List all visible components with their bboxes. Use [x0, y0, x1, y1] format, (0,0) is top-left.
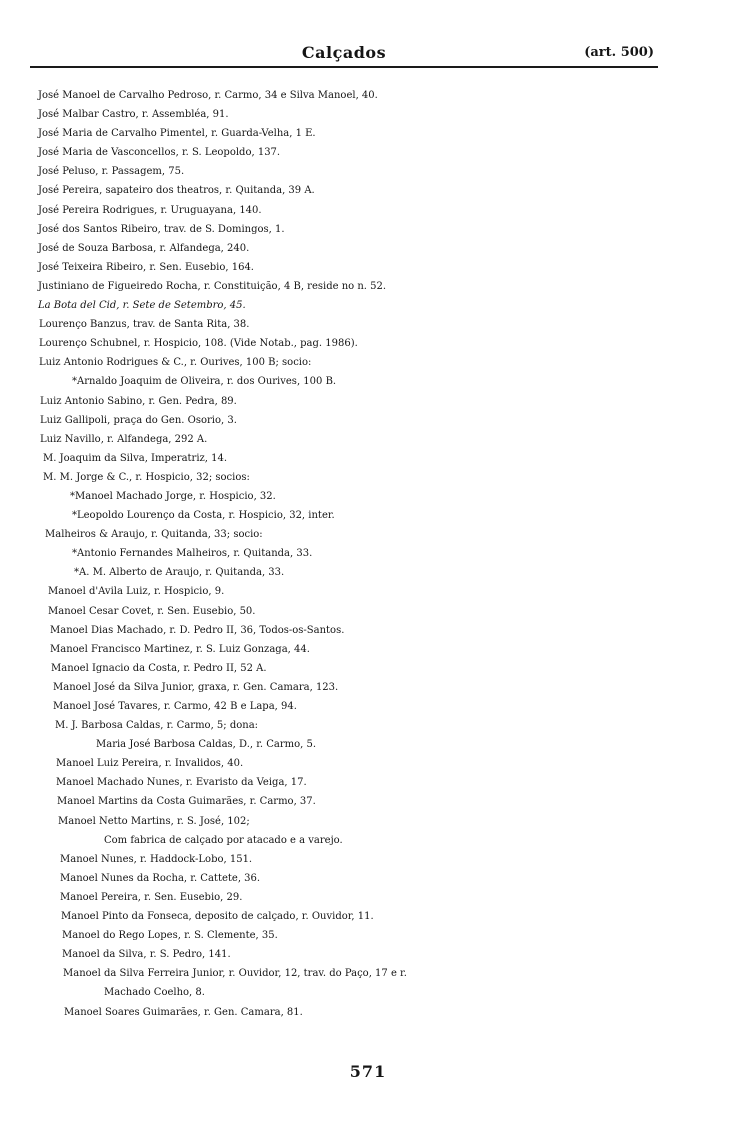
- list-item: Manoel Francisco Martinez, r. S. Luiz Gonzaga, 44.: [50, 643, 310, 655]
- list-item: Manoel Ignacio da Costa, r. Pedro II, 52 A.: [51, 662, 267, 674]
- sub-list-item: *Manoel Machado Jorge, r. Hospicio, 32.: [70, 490, 276, 502]
- list-item: Manoel Soares Guimarães, r. Gen. Camara, 81.: [64, 1006, 303, 1018]
- list-item: M. Joaquim da Silva, Imperatriz, 14.: [43, 452, 228, 464]
- page-header: [30, 42, 658, 68]
- list-item: Manoel Pinto da Fonseca, deposito de calçado, r. Ouvidor, 11.: [61, 911, 374, 923]
- list-item: José Pereira, sapateiro dos theatros, r. Quitanda, 39 A.: [38, 185, 315, 197]
- sub-list-item: *Arnaldo Joaquim de Oliveira, r. dos Ourives, 100 B.: [72, 376, 337, 388]
- section-title: Calçados: [301, 43, 387, 62]
- list-item: José Pereira Rodrigues, r. Uruguayana, 140.: [38, 204, 262, 216]
- list-item: Luiz Antonio Rodrigues & C., r. Ourives, 100 B; socio:: [39, 357, 312, 369]
- list-item: M. J. Barbosa Caldas, r. Carmo, 5; dona:: [55, 720, 259, 732]
- page-number: 571: [349, 1062, 387, 1081]
- list-item: José de Souza Barbosa, r. Alfandega, 240.: [38, 242, 250, 254]
- list-item: Lourenço Banzus, trav. de Santa Rita, 38.: [39, 319, 250, 331]
- list-item: Manoel José da Silva Junior, graxa, r. Gen. Camara, 123.: [53, 681, 339, 693]
- list-item: José Manoel de Carvalho Pedroso, r. Carmo, 34 e Silva Manoel, 40.: [38, 90, 378, 101]
- list-item: Manoel Martins da Costa Guimarães, r. Carmo, 37.: [57, 796, 316, 808]
- list-item: Manoel Machado Nunes, r. Evaristo da Veiga, 17.: [56, 777, 307, 789]
- list-item: Malheiros & Araujo, r. Quitanda, 33; socio:: [45, 529, 263, 541]
- list-item: M. M. Jorge & C., r. Hospicio, 32; socios:: [43, 471, 250, 483]
- list-item: Manoel Luiz Pereira, r. Invalidos, 40.: [56, 758, 244, 770]
- list-item: José Maria de Vasconcellos, r. S. Leopoldo, 137.: [38, 147, 281, 159]
- list-item: Manoel do Rego Lopes, r. S. Clemente, 35.: [62, 930, 278, 942]
- list-item: José dos Santos Ribeiro, trav. de S. Domingos, 1.: [38, 223, 285, 235]
- list-item: Manoel Dias Machado, r. D. Pedro II, 36, Todos-os-Santos.: [50, 624, 345, 636]
- list-item: Justiniano de Figueiredo Rocha, r. Constituição, 4 B, reside no n. 52.: [38, 280, 387, 292]
- list-item: Manoel Nunes, r. Haddock-Lobo, 151.: [60, 853, 253, 865]
- list-item: Manoel da Silva, r. S. Pedro, 141.: [62, 949, 231, 961]
- list-item: Manoel da Silva Ferreira Junior, r. Ouvidor, 12, trav. do Paço, 17 e r.: [63, 968, 407, 980]
- directory-list: [0, 86, 736, 1022]
- list-item: José Malbar Castro, r. Assembléa, 91.: [38, 109, 229, 121]
- sub-list-item: *Leopoldo Lourenço da Costa, r. Hospicio, 32, inter.: [72, 510, 335, 522]
- list-item: Manoel Netto Martins, r. S. José, 102;: [58, 815, 250, 827]
- sub-list-item: *A. M. Alberto de Araujo, r. Quitanda, 33.: [74, 567, 285, 579]
- list-item: La Bota del Cid, r. Sete de Setembro, 45.: [38, 300, 246, 312]
- list-item: Lourenço Schubnel, r. Hospicio, 108. (Vide Notab., pag. 1986).: [39, 338, 358, 350]
- list-item: Luiz Navillo, r. Alfandega, 292 A.: [40, 433, 208, 445]
- list-item: Manoel Cesar Covet, r. Sen. Eusebio, 50.: [48, 605, 256, 617]
- list-item: Manoel José Tavares, r. Carmo, 42 B e Lapa, 94.: [53, 701, 297, 712]
- list-item: Manoel Pereira, r. Sen. Eusebio, 29.: [60, 891, 243, 903]
- list-item: Manoel Nunes da Rocha, r. Cattete, 36.: [60, 872, 261, 884]
- sub-list-item: Maria José Barbosa Caldas, D., r. Carmo, 5.: [96, 739, 317, 751]
- article-reference: (art. 500): [584, 45, 654, 60]
- list-item: José Peluso, r. Passagem, 75.: [38, 166, 185, 178]
- sub-list-item: *Antonio Fernandes Malheiros, r. Quitanda, 33.: [72, 548, 313, 560]
- list-item: Manoel d'Avila Luiz, r. Hospicio, 9.: [48, 586, 225, 598]
- list-item: Luiz Gallipoli, praça do Gen. Osorio, 3.: [40, 414, 237, 426]
- list-item: José Teixeira Ribeiro, r. Sen. Eusebio, 164.: [38, 261, 254, 273]
- sub-list-item: Com fabrica de calçado por atacado e a varejo.: [104, 834, 343, 846]
- sub-list-item: Machado Coelho, 8.: [104, 987, 205, 999]
- list-item: José Maria de Carvalho Pimentel, r. Guarda-Velha, 1 E.: [38, 128, 316, 140]
- list-item: Luiz Antonio Sabino, r. Gen. Pedra, 89.: [40, 395, 237, 407]
